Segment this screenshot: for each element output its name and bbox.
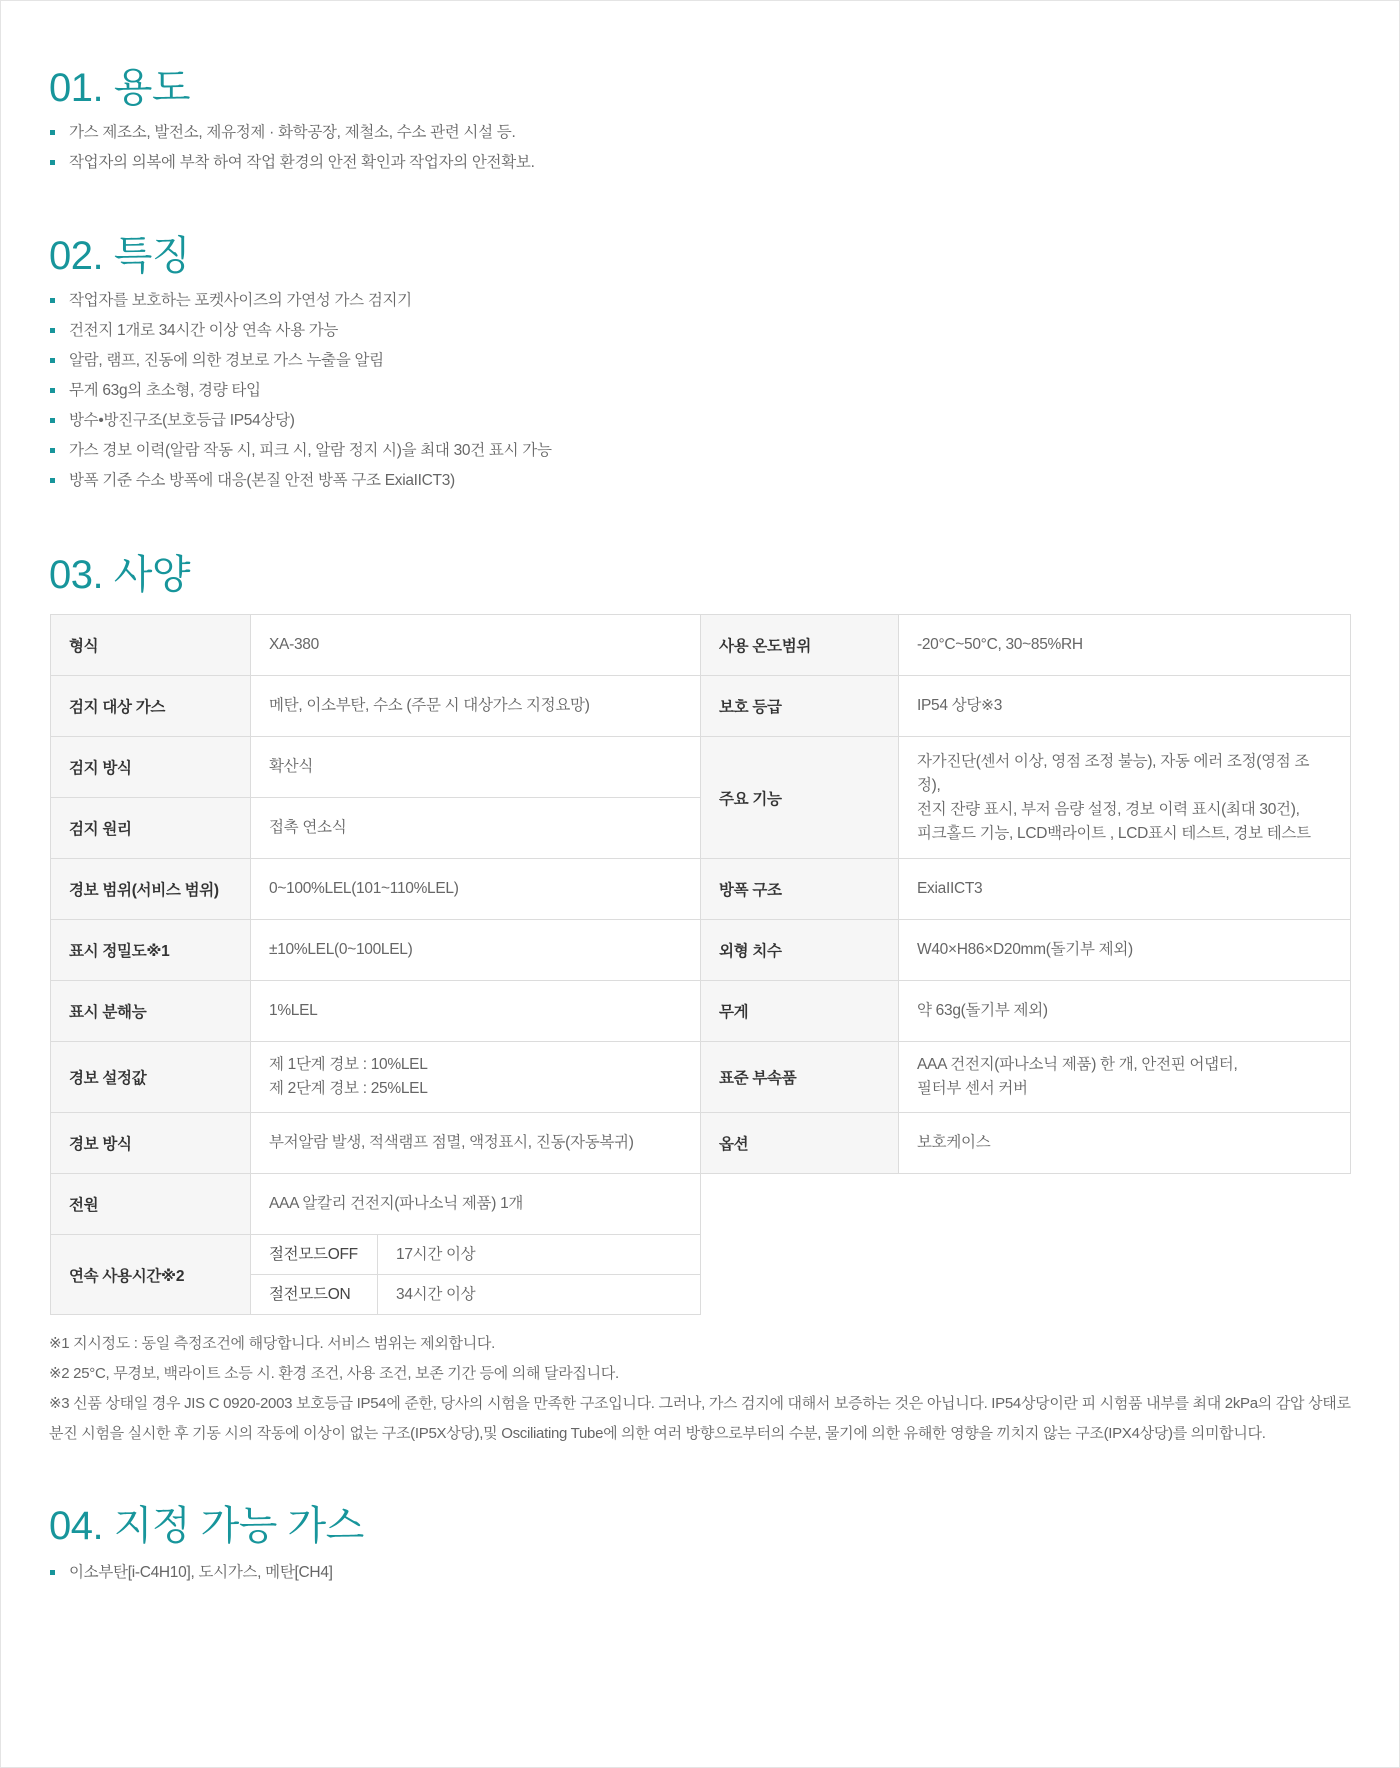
section-title-features: 02. 특징 (49, 234, 190, 278)
spec-value (899, 737, 1351, 859)
spec-label: 사용 온도범위 (701, 615, 899, 676)
spec-label: 무게 (701, 981, 899, 1042)
spec-label: 검지 대상 가스 (51, 676, 251, 737)
note-item: ※3 신품 상태일 경우 JIS C 0920-2003 보호등급 IP54에 준한, 당사의 시험을 만족한 구조입니다. 그러나, 가스 검지에 대해서 보증하는 것은 아닙니다. IP54상당이란 피 시험품 내부를 최대 2kPa의 감압 상태로 분진 시험을 실시한 후 기동 시의 작동에 이상이 없는 구조(IP5X상당),및 Osciliating Tube에 의한 여러 방향으로부터의 수분, 물기에 의한 유해한 영향을 끼치지 않는 구조(IPX4상당)를 의미합니다. (49, 1395, 1351, 1442)
spec-value: 확산식 (251, 737, 701, 798)
list-item: 무게 63g의 초소형, 경량 타입 (49, 376, 552, 406)
spec-value: AAA 알칼리 건전지(파나소닉 제품) 1개 (251, 1174, 701, 1235)
table-row (51, 615, 1351, 676)
spec-label: 경보 범위(서비스 범위) (51, 859, 251, 920)
bullet-icon (50, 478, 55, 483)
spec-value: ExiaIICT3 (899, 859, 1351, 920)
table-row (51, 737, 1351, 798)
spec-label: 방폭 구조 (701, 859, 899, 920)
spec-label: 연속 사용시간※2 (51, 1235, 251, 1315)
spec-table (50, 614, 1351, 1315)
spec-value-line: 제 1단계 경보 : 10%LEL (269, 1056, 428, 1073)
spec-value: 0~100%LEL(101~110%LEL) (251, 859, 701, 920)
table-row (51, 676, 1351, 737)
spec-value: W40×H86×D20mm(돌기부 제외) (899, 920, 1351, 981)
spec-value: -20°C~50°C, 30~85%RH (899, 615, 1351, 676)
spec-label: 검지 원리 (51, 798, 251, 859)
list-item: 방폭 기준 수소 방폭에 대응(본질 안전 방폭 구조 ExiaIICT3) (49, 466, 552, 496)
section-title-usage: 01. 용도 (49, 66, 190, 110)
spec-label: 경보 설정값 (51, 1042, 251, 1113)
bullet-icon (50, 358, 55, 363)
table-row (51, 1042, 1351, 1113)
table-row (51, 1174, 1351, 1235)
section-title-spec: 03. 사양 (49, 553, 190, 597)
spec-label: 형식 (51, 615, 251, 676)
spec-value (899, 1042, 1351, 1113)
spec-value: XA-380 (251, 615, 701, 676)
spec-label: 표시 정밀도※1 (51, 920, 251, 981)
table-row (51, 1113, 1351, 1174)
section-title-gases: 04. 지정 가능 가스 (49, 1504, 364, 1548)
usage-list (49, 118, 535, 178)
list-item: 이소부탄[i-C4H10], 도시가스, 메탄[CH4] (49, 1558, 333, 1588)
spec-value: 약 63g(돌기부 제외) (899, 981, 1351, 1042)
spec-value: ±10%LEL(0~100LEL) (251, 920, 701, 981)
list-item: 건전지 1개로 34시간 이상 연속 사용 가능 (49, 316, 552, 346)
spec-label: 외형 치수 (701, 920, 899, 981)
features-list (49, 286, 552, 496)
table-row (51, 859, 1351, 920)
gases-list (49, 1558, 333, 1588)
spec-label: 표준 부속품 (701, 1042, 899, 1113)
spec-value-line: 피크홀드 기능, LCD백라이트 , LCD표시 테스트, 경보 테스트 (917, 824, 1311, 842)
mode-label: 절전모드ON (251, 1275, 378, 1315)
bullet-icon (50, 130, 55, 135)
bullet-icon (50, 448, 55, 453)
spec-label: 검지 방식 (51, 737, 251, 798)
spec-label: 보호 등급 (701, 676, 899, 737)
list-item: 알람, 램프, 진동에 의한 경보로 가스 누출을 알림 (49, 346, 552, 376)
spec-value: 접촉 연소식 (251, 798, 701, 859)
spec-value: 부저알람 발생, 적색램프 점멸, 액정표시, 진동(자동복귀) (251, 1113, 701, 1174)
mode-label: 절전모드OFF (251, 1235, 378, 1275)
spec-value: IP54 상당※3 (899, 676, 1351, 737)
bullet-icon (50, 418, 55, 423)
bullet-icon (50, 298, 55, 303)
spec-label: 경보 방식 (51, 1113, 251, 1174)
mode-value: 17시간 이상 (378, 1235, 701, 1275)
bullet-icon (50, 160, 55, 165)
spec-notes (49, 1329, 1359, 1449)
note-item: ※1 지시정도 : 동일 측정조건에 해당합니다. 서비스 범위는 제외합니다. (49, 1335, 495, 1352)
list-item: 작업자를 보호하는 포켓사이즈의 가연성 가스 검지기 (49, 286, 552, 316)
spec-value-line: 자가진단(센서 이상, 영점 조정 불능), 자동 에러 조정(영점 조정), (917, 752, 1310, 794)
spec-value: 보호케이스 (899, 1113, 1351, 1174)
spec-label: 옵션 (701, 1113, 899, 1174)
list-item: 작업자의 의복에 부착 하여 작업 환경의 안전 확인과 작업자의 안전확보. (49, 148, 535, 178)
spec-value: 메탄, 이소부탄, 수소 (주문 시 대상가스 지정요망) (251, 676, 701, 737)
bullet-icon (50, 328, 55, 333)
spec-value-line: 제 2단계 경보 : 25%LEL (269, 1080, 428, 1097)
bullet-icon (50, 1570, 55, 1575)
table-row (51, 981, 1351, 1042)
list-item: 가스 경보 이력(알람 작동 시, 피크 시, 알람 정지 시)을 최대 30건 표시 가능 (49, 436, 552, 466)
spec-label: 주요 기능 (701, 737, 899, 859)
table-row (51, 920, 1351, 981)
spec-value-line: 전지 잔량 표시, 부저 음량 설정, 경보 이력 표시(최대 30건), (917, 800, 1300, 818)
spec-value: 1%LEL (251, 981, 701, 1042)
spec-value (251, 1042, 701, 1113)
list-item: 방수•방진구조(보호등급 IP54상당) (49, 406, 552, 436)
mode-value: 34시간 이상 (378, 1275, 701, 1315)
spec-label: 전원 (51, 1174, 251, 1235)
spec-value-line: AAA 건전지(파나소닉 제품) 한 개, 안전핀 어댑터, (917, 1056, 1238, 1073)
spec-value-line: 필터부 센서 커버 (917, 1080, 1028, 1097)
list-item: 가스 제조소, 발전소, 제유정제 · 화학공장, 제철소, 수소 관련 시설 등. (49, 118, 535, 148)
bullet-icon (50, 388, 55, 393)
spec-label: 표시 분해능 (51, 981, 251, 1042)
note-item: ※2 25°C, 무경보, 백라이트 소등 시. 환경 조건, 사용 조건, 보존 기간 등에 의해 달라집니다. (49, 1365, 619, 1382)
empty-cell (701, 1174, 1351, 1315)
